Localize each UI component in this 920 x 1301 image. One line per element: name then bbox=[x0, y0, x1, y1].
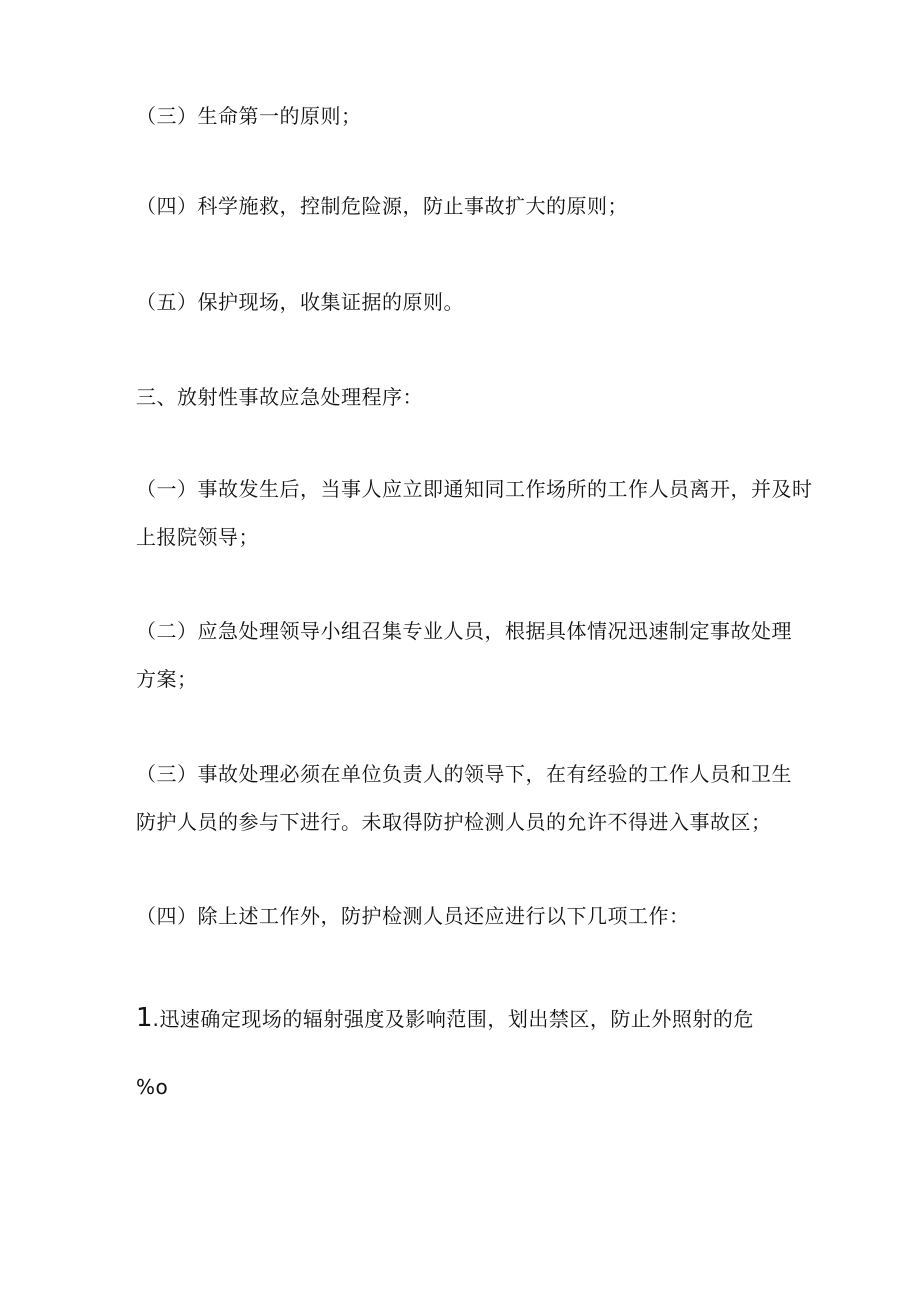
principle-3: （三）生命第一的原则； bbox=[136, 104, 362, 128]
item-1 bbox=[136, 1003, 754, 1033]
principle-5: （五）保护现场，收集证据的原则。 bbox=[136, 290, 464, 314]
procedure-1-line-2: 上报院领导； bbox=[136, 525, 259, 549]
item-1-continuation: %o bbox=[136, 1075, 169, 1099]
procedure-3-line-1: （三）事故处理必须在单位负责人的领导下，在有经验的工作人员和卫生 bbox=[136, 762, 792, 786]
item-1-number: 1 bbox=[136, 1003, 153, 1033]
section-heading-3: 三、放射性事故应急处理程序： bbox=[136, 385, 423, 409]
item-1-text: .迅速确定现场的辐射强度及影响范围，划出禁区，防止外照射的危 bbox=[152, 1007, 754, 1031]
procedure-3-line-2: 防护人员的参与下进行。未取得防护检测人员的允许不得进入事故区； bbox=[136, 810, 772, 834]
procedure-2-line-2: 方案； bbox=[136, 667, 198, 691]
procedure-4: （四）除上述工作外，防护检测人员还应进行以下几项工作： bbox=[136, 904, 690, 928]
principle-4: （四）科学施救，控制危险源，防止事故扩大的原则； bbox=[136, 194, 628, 218]
procedure-2-line-1: （二）应急处理领导小组召集专业人员，根据具体情况迅速制定事故处理 bbox=[136, 619, 792, 643]
procedure-1-line-1: （一）事故发生后，当事人应立即通知同工作场所的工作人员离开，并及时 bbox=[136, 477, 813, 501]
